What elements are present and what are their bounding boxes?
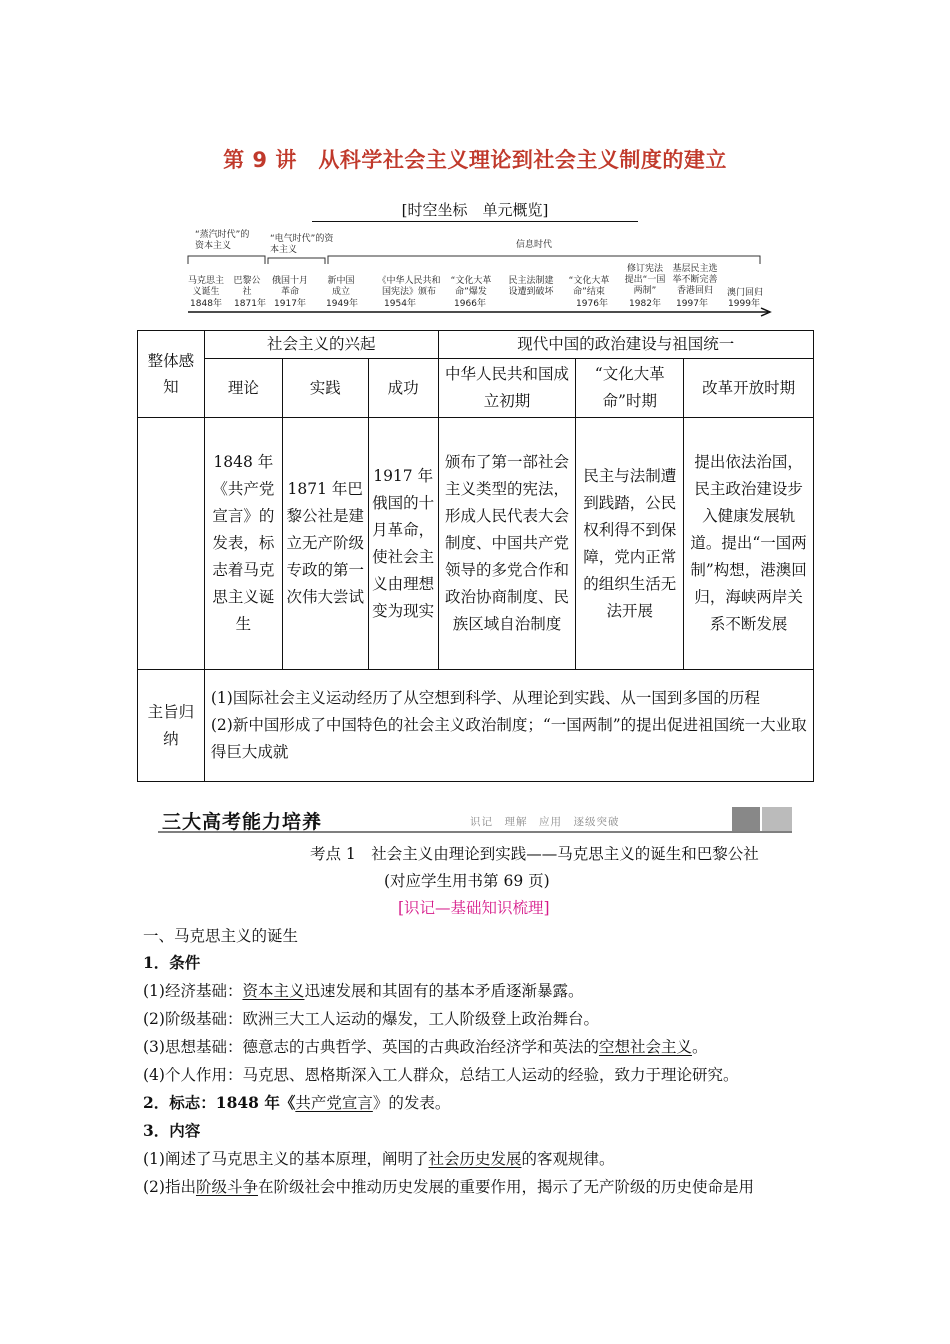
banner-title: 三大高考能力培养	[162, 811, 323, 833]
column-header: “文化大革命”时期	[576, 359, 684, 418]
paragraph-line: (4)个人作用：马克思、恩格斯深入工人群众，总结工人运动的经验，致力于理论研究。	[143, 1066, 739, 1084]
timeline-event-label: 澳门回归	[726, 288, 763, 298]
empty-cell	[138, 418, 205, 670]
timeline-event-label: 民主法制建设遭到破坏	[508, 276, 554, 297]
group-header-rise-of-socialism: 社会主义的兴起	[204, 331, 438, 359]
timeline-year: 1848年	[190, 299, 222, 309]
era-electric: “电气时代”的资本主义	[270, 234, 334, 255]
column-header: 实践	[282, 359, 368, 418]
paragraph-line: (1)阐述了马克思主义的基本原理，阐明了社会历史发展的客观规律。	[143, 1150, 615, 1168]
timeline-year: 1949年	[326, 299, 358, 309]
table-cell: 1848 年《共产党宣言》的发表，标志着马克思主义诞生	[204, 418, 282, 670]
paragraph-line: (2)指出阶级斗争在阶级社会中推动历史发展的重要作用，揭示了无产阶级的历史使命是用	[143, 1178, 754, 1196]
section-banner	[158, 806, 792, 834]
column-header: 改革开放时期	[684, 359, 814, 418]
timeline-year: 1966年	[454, 299, 486, 309]
group-header-modern-china: 现代中国的政治建设与祖国统一	[438, 331, 813, 359]
underlined-term: 空想社会主义	[598, 1038, 692, 1056]
timeline-year: 1999年	[728, 299, 760, 309]
overview-table	[137, 330, 814, 782]
numbered-heading: 3．内容	[143, 1121, 201, 1140]
timeline-event-label: 俄国十月革命	[272, 276, 309, 297]
underlined-term: 资本主义	[242, 982, 305, 1000]
paragraph-line: (1)经济基础：资本主义迅速发展和其固有的基本矛盾逐渐暴露。	[143, 982, 584, 1000]
underlined-term: 阶级斗争	[195, 1178, 258, 1196]
underlined-term: 共产党宣言	[295, 1094, 373, 1112]
timeline-year: 1976年	[576, 299, 608, 309]
timeline-event-label: 马克思主义诞生	[188, 276, 225, 297]
table-cell: 1871 年巴黎公社是建立无产阶级专政的第一次伟大尝试	[282, 418, 368, 670]
timeline-year: 1997年	[676, 299, 708, 309]
table-cell: 颁布了第一部社会主义类型的宪法，形成人民代表大会制度、中国共产党领导的多党合作和政治协商制度、民族区域自治制度	[438, 418, 576, 670]
table-cell: 民主与法制遭到践踏，公民权利得不到保障，党内正常的组织生活无法开展	[576, 418, 684, 670]
summary-point: (2)新中国形成了中国特色的社会主义政治制度；“一国两制”的提出促进祖国统一大业取得巨大成就	[210, 716, 807, 761]
numbered-heading: 1．条件	[143, 953, 201, 972]
timeline-year: 1871年	[234, 299, 266, 309]
timeline-year: 1954年	[384, 299, 416, 309]
section-heading: 考点 1 社会主义由理论到实践——马克思主义的诞生和巴黎公社	[310, 845, 759, 863]
timeline-event-label: 基层民主选举不断完善 香港回归	[672, 264, 718, 296]
column-header: 成功	[368, 359, 438, 418]
timeline-event-label: 修订宪法 提出“一国两制”	[624, 264, 666, 296]
section-tag: [识记—基础知识梳理]	[398, 899, 550, 917]
era-information: 信息时代	[516, 240, 553, 250]
era-steam: “蒸汽时代”的资本主义	[195, 230, 250, 251]
row-label-overview: 整体感知	[138, 331, 205, 418]
banner-subtitle: 识记 理解 应用 逐级突破	[470, 816, 620, 828]
column-header: 中华人民共和国成立初期	[438, 359, 576, 418]
timeline-event-label: 《中华人民共和国宪法》颁布	[377, 276, 441, 297]
section-subtitle: [时空坐标 单元概览]	[312, 199, 638, 222]
timeline-event-label: “文化大革命”结束	[568, 276, 610, 297]
table-cell: 提出依法治国，民主政治建设步入健康发展轨道。提出“一国两制”构想，港澳回归，海峡两岸关系不断发展	[684, 418, 814, 670]
underlined-term: 社会历史发展	[428, 1150, 522, 1168]
paragraph-line: (2)阶级基础：欧洲三大工人运动的爆发，工人阶级登上政治舞台。	[143, 1010, 599, 1028]
summary-point: (1)国际社会主义运动经历了从空想到科学、从理论到实践、从一国到多国的历程	[210, 689, 760, 707]
table-cell: 1917 年俄国的十月革命，使社会主义由理想变为现实	[368, 418, 438, 670]
timeline-event-label: 新中国成立	[327, 276, 355, 297]
column-header: 理论	[204, 359, 282, 418]
paragraph-line: 2．标志：1848 年《共产党宣言》的发表。	[143, 1093, 451, 1112]
page-reference: (对应学生用书第 69 页)	[384, 872, 550, 890]
heading-1: 一、马克思主义的诞生	[143, 927, 299, 945]
timeline-event-label: 巴黎公社	[233, 276, 261, 297]
timeline-year: 1917年	[274, 299, 306, 309]
page-title: 第 9 讲 从科学社会主义理论到社会主义制度的建立	[223, 148, 727, 172]
row-label-summary: 主旨归纳	[138, 670, 205, 782]
timeline-event-label: “文化大革命”爆发	[450, 276, 492, 297]
timeline-year: 1982年	[629, 299, 661, 309]
paragraph-line: (3)思想基础：德意志的古典哲学、英国的古典政治经济学和英法的空想社会主义。	[143, 1038, 708, 1056]
